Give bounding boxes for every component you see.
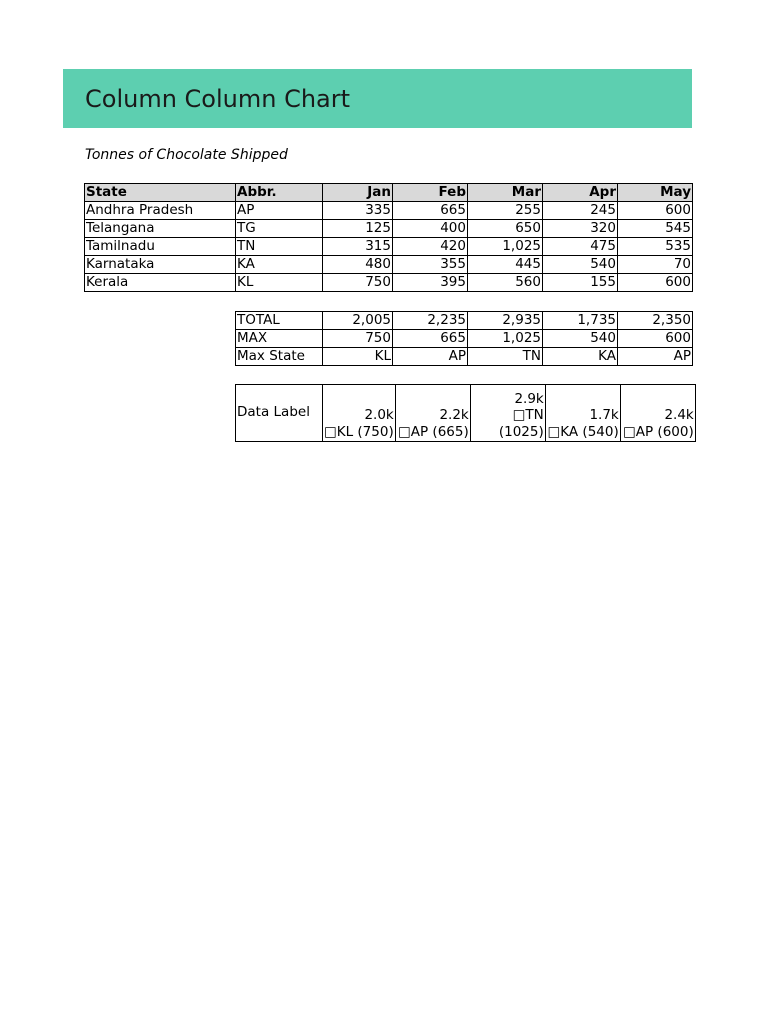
abbr-cell: KL xyxy=(236,274,323,292)
column-header: State xyxy=(85,184,236,202)
summary-value-cell: AP xyxy=(393,348,468,366)
data-label-line: □KL (750) xyxy=(324,423,394,440)
table-row xyxy=(85,256,693,274)
column-header: May xyxy=(618,184,693,202)
value-cell: 70 xyxy=(618,256,693,274)
table-row xyxy=(85,202,693,220)
summary-value-cell: KA xyxy=(543,348,618,366)
value-cell: 155 xyxy=(543,274,618,292)
abbr-cell: TN xyxy=(236,238,323,256)
data-label-cell xyxy=(395,385,470,442)
data-label-line: 2.9k xyxy=(514,390,544,407)
summary-row xyxy=(236,330,693,348)
summary-value-cell: 2,350 xyxy=(618,312,693,330)
summary-value-cell: 750 xyxy=(323,330,393,348)
summary-value-cell: 1,025 xyxy=(468,330,543,348)
table-row xyxy=(85,274,693,292)
value-cell: 355 xyxy=(393,256,468,274)
table-subtitle: Tonnes of Chocolate Shipped xyxy=(85,147,288,163)
summary-value-cell: 2,235 xyxy=(393,312,468,330)
data-label-line: 2.2k xyxy=(439,407,469,423)
data-label-line: 1.7k xyxy=(589,407,619,423)
summary-row xyxy=(236,312,693,330)
value-cell: 335 xyxy=(323,202,393,220)
value-cell: 480 xyxy=(323,256,393,274)
data-label-line: (1025) xyxy=(498,423,544,440)
column-header: Mar xyxy=(468,184,543,202)
column-header: Abbr. xyxy=(236,184,323,202)
data-label-cell xyxy=(620,385,695,442)
summary-row xyxy=(236,348,693,366)
abbr-cell: TG xyxy=(236,220,323,238)
data-label-cell xyxy=(323,385,396,442)
table-row xyxy=(85,220,693,238)
value-cell: 540 xyxy=(543,256,618,274)
value-cell: 560 xyxy=(468,274,543,292)
data-label-cell xyxy=(470,385,545,442)
value-cell: 1,025 xyxy=(468,238,543,256)
summary-label-cell: MAX xyxy=(236,330,323,348)
summary-label-cell: TOTAL xyxy=(236,312,323,330)
data-label-heading: Data Label xyxy=(236,385,323,442)
column-header: Feb xyxy=(393,184,468,202)
value-cell: 535 xyxy=(618,238,693,256)
value-cell: 400 xyxy=(393,220,468,238)
column-header: Apr xyxy=(543,184,618,202)
state-cell: Andhra Pradesh xyxy=(85,202,236,220)
value-cell: 320 xyxy=(543,220,618,238)
title-banner xyxy=(63,69,692,128)
summary-value-cell: KL xyxy=(323,348,393,366)
summary-value-cell: 2,005 xyxy=(323,312,393,330)
value-cell: 395 xyxy=(393,274,468,292)
data-label-line: □TN xyxy=(512,407,544,423)
summary-value-cell: 1,735 xyxy=(543,312,618,330)
summary-value-cell: 665 xyxy=(393,330,468,348)
data-label-line: □AP (665) xyxy=(398,423,469,440)
data-label-line: □KA (540) xyxy=(547,423,619,440)
data-label-line: 2.0k xyxy=(364,407,394,423)
value-cell: 245 xyxy=(543,202,618,220)
state-cell: Kerala xyxy=(85,274,236,292)
state-cell: Tamilnadu xyxy=(85,238,236,256)
data-label-cell xyxy=(545,385,620,442)
table-row xyxy=(85,238,693,256)
value-cell: 445 xyxy=(468,256,543,274)
summary-value-cell: AP xyxy=(618,348,693,366)
data-label-table xyxy=(235,384,696,442)
abbr-cell: AP xyxy=(236,202,323,220)
page-title: Column Column Chart xyxy=(85,85,351,113)
state-cell: Karnataka xyxy=(85,256,236,274)
value-cell: 255 xyxy=(468,202,543,220)
value-cell: 600 xyxy=(618,274,693,292)
abbr-cell: KA xyxy=(236,256,323,274)
value-cell: 650 xyxy=(468,220,543,238)
summary-value-cell: 2,935 xyxy=(468,312,543,330)
value-cell: 315 xyxy=(323,238,393,256)
shipment-table xyxy=(84,183,693,292)
column-header: Jan xyxy=(323,184,393,202)
value-cell: 125 xyxy=(323,220,393,238)
data-label-line: □AP (600) xyxy=(623,423,694,440)
value-cell: 750 xyxy=(323,274,393,292)
data-label-line: 2.4k xyxy=(664,407,694,423)
state-cell: Telangana xyxy=(85,220,236,238)
summary-value-cell: 540 xyxy=(543,330,618,348)
value-cell: 420 xyxy=(393,238,468,256)
summary-table xyxy=(235,311,693,366)
value-cell: 600 xyxy=(618,202,693,220)
value-cell: 665 xyxy=(393,202,468,220)
value-cell: 545 xyxy=(618,220,693,238)
summary-label-cell: Max State xyxy=(236,348,323,366)
summary-value-cell: 600 xyxy=(618,330,693,348)
data-label-row xyxy=(236,385,696,442)
summary-value-cell: TN xyxy=(468,348,543,366)
table-header-row xyxy=(85,184,693,202)
value-cell: 475 xyxy=(543,238,618,256)
